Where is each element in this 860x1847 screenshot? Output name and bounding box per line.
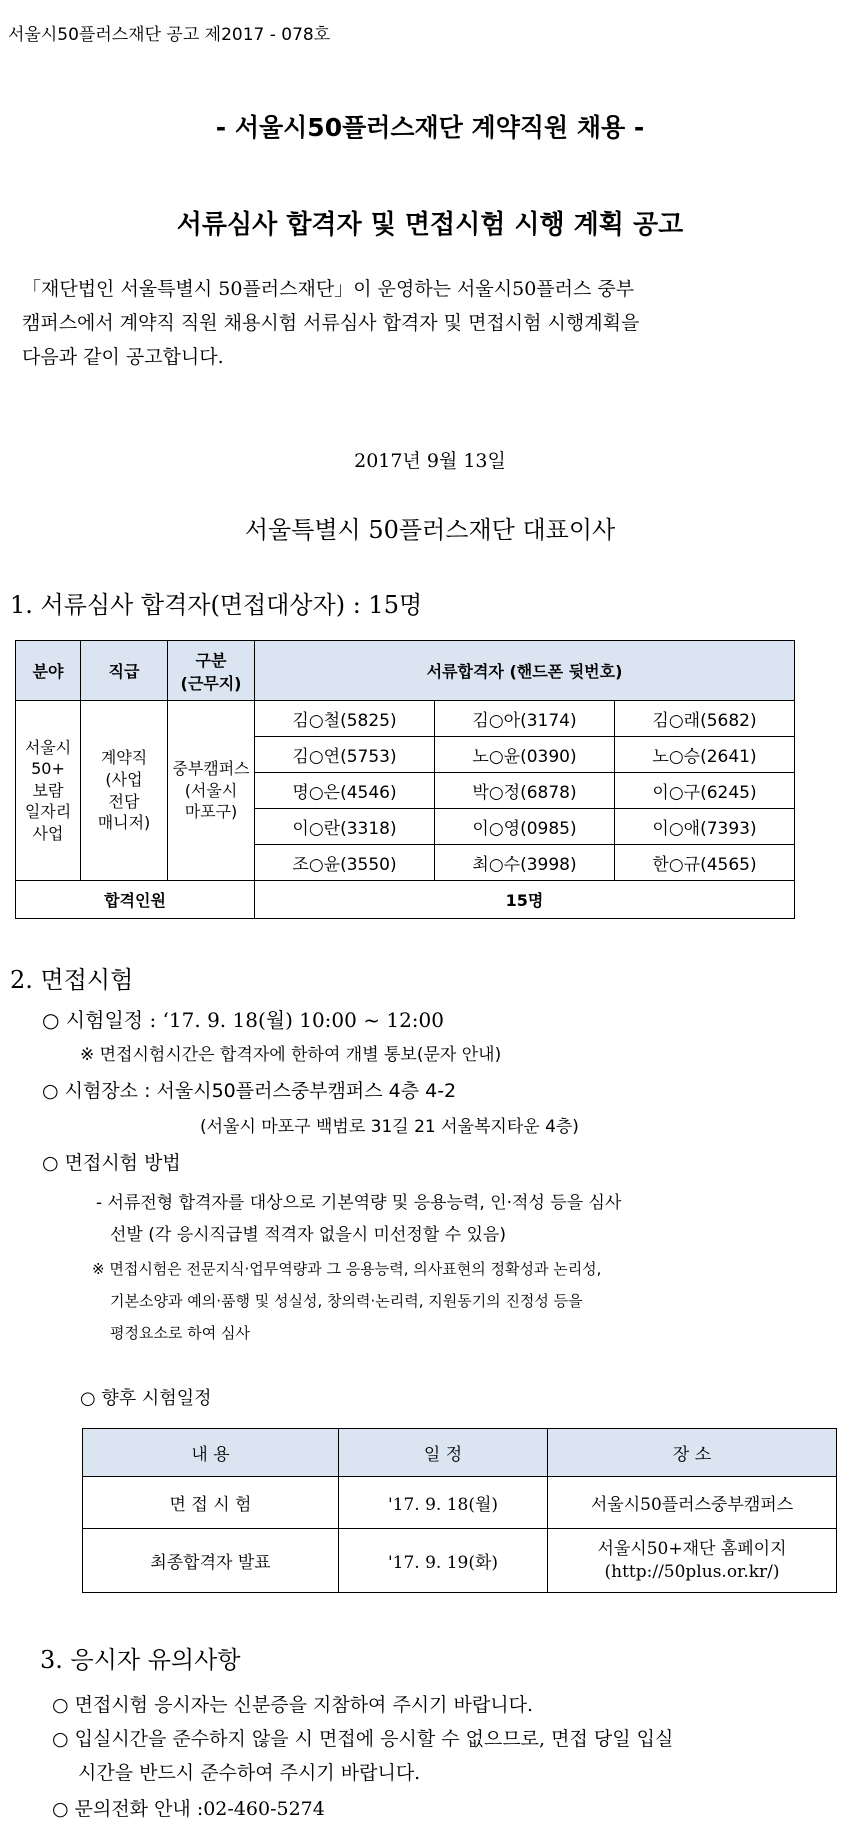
intro-line: 캠퍼스에서 계약직 직원 채용시험 서류심사 합격자 및 면접시험 시행계획을 xyxy=(22,312,640,334)
exam-method-line2: 선발 (각 응시직급별 적격자 없을시 미선정할 수 있음) xyxy=(110,1225,506,1245)
field-line: 50+ xyxy=(31,759,65,779)
header-passers: 서류합격자 (핸드폰 뒷번호) xyxy=(255,641,795,701)
passer-cell: 한○규(4565) xyxy=(615,845,795,881)
field-cell xyxy=(16,701,81,881)
schedule-table xyxy=(82,1428,837,1593)
passer-cell: 이○구(6245) xyxy=(615,773,795,809)
notice-item-phone: ○ 문의전화 안내 :02-460-5274 xyxy=(52,1798,325,1820)
schedule-header-content: 내 용 xyxy=(83,1429,339,1477)
grade-line: 전담 xyxy=(108,791,140,811)
schedule-content: 최종합격자 발표 xyxy=(83,1529,339,1593)
passer-cell: 김○아(3174) xyxy=(435,701,615,737)
passers-table xyxy=(15,640,795,919)
passer-cell: 노○승(2641) xyxy=(615,737,795,773)
header-division-l2: (근무지) xyxy=(180,673,242,693)
exam-method: ○ 면접시험 방법 xyxy=(42,1152,181,1174)
passer-cell: 김○연(5753) xyxy=(255,737,435,773)
total-value: 15명 xyxy=(255,881,795,919)
exam-method-note1: ※ 면접시험은 전문지식·업무역량과 그 응용능력, 의사표현의 정확성과 논리성, xyxy=(92,1260,602,1278)
grade-cell xyxy=(81,701,168,881)
passer-cell: 조○윤(3550) xyxy=(255,845,435,881)
schedule-content: 면 접 시 험 xyxy=(83,1477,339,1529)
header-field: 분야 xyxy=(16,641,81,701)
exam-place-detail: (서울시 마포구 백범로 31길 21 서울복지타운 4층) xyxy=(200,1117,579,1137)
intro-line: 「재단법인 서울특별시 50플러스재단」이 운영하는 서울시50플러스 중부 xyxy=(22,278,635,300)
signature: 서울특별시 50플러스재단 대표이사 xyxy=(244,516,616,544)
intro-text xyxy=(22,272,639,374)
schedule-date: '17. 9. 18(월) xyxy=(339,1477,548,1529)
notice-item-time-line1: ○ 입실시간을 준수하지 않을 시 면접에 응시할 수 없으므로, 면접 당일 입실 xyxy=(52,1728,674,1750)
schedule-header-place: 장 소 xyxy=(548,1429,837,1477)
notice-item-id: ○ 면접시험 응시자는 신분증을 지참하여 주시기 바랍니다. xyxy=(52,1694,533,1716)
grade-line: 계약직 xyxy=(100,748,148,768)
notice-date: 2017년 9월 13일 xyxy=(354,450,506,472)
field-line: 서울시 xyxy=(24,737,72,757)
grade-line: 매니저) xyxy=(97,813,151,833)
notice-item-time-line2: 시간을 반드시 준수하여 주시기 바랍니다. xyxy=(78,1762,421,1784)
exam-method-note3: 평정요소로 하여 심사 xyxy=(110,1324,250,1342)
exam-schedule: ○ 시험일정 : ‘17. 9. 18(월) 10:00 ~ 12:00 xyxy=(42,1008,444,1032)
passer-cell: 이○란(3318) xyxy=(255,809,435,845)
section3-heading: 3. 응시자 유의사항 xyxy=(40,1646,241,1674)
header-grade: 직급 xyxy=(81,641,168,701)
passer-cell: 김○철(5825) xyxy=(255,701,435,737)
exam-schedule-note: ※ 면접시험시간은 합격자에 한하여 개별 통보(문자 안내) xyxy=(80,1045,502,1065)
section2-heading: 2. 면접시험 xyxy=(10,966,134,994)
division-line: 중부캠퍼스 xyxy=(172,759,250,779)
passer-cell: 최○수(3998) xyxy=(435,845,615,881)
header-division xyxy=(168,641,255,701)
field-line: 사업 xyxy=(32,823,64,843)
schedule-header-date: 일 정 xyxy=(339,1429,548,1477)
schedule-date: '17. 9. 19(화) xyxy=(339,1529,548,1593)
passer-cell: 이○영(0985) xyxy=(435,809,615,845)
exam-method-note2: 기본소양과 예의·품행 및 성실성, 창의력·논리력, 지원동기의 진정성 등을 xyxy=(110,1292,583,1310)
passer-cell: 노○윤(0390) xyxy=(435,737,615,773)
passer-cell: 박○정(6878) xyxy=(435,773,615,809)
future-schedule-heading: ○ 향후 시험일정 xyxy=(80,1388,212,1409)
header-division-l1: 구분 xyxy=(195,650,227,670)
section1-heading: 1. 서류심사 합격자(면접대상자) : 15명 xyxy=(10,591,423,619)
page-title: - 서울시50플러스재단 계약직원 채용 - xyxy=(215,113,645,142)
division-line: (서울시 xyxy=(184,780,238,800)
field-line: 보람 xyxy=(32,780,64,800)
division-cell xyxy=(168,701,255,881)
schedule-place-line1: 서울시50+재단 홈페이지 xyxy=(597,1538,787,1559)
field-line: 일자리 xyxy=(24,802,72,822)
passer-cell: 이○애(7393) xyxy=(615,809,795,845)
schedule-place: 서울시50플러스중부캠퍼스 xyxy=(548,1477,837,1529)
exam-method-line1: - 서류전형 합격자를 대상으로 기본역량 및 응용능력, 인·적성 등을 심사 xyxy=(96,1193,622,1213)
passer-cell: 김○래(5682) xyxy=(615,701,795,737)
total-label: 합격인원 xyxy=(16,881,255,919)
passer-cell: 명○은(4546) xyxy=(255,773,435,809)
page-subtitle: 서류심사 합격자 및 면접시험 시행 계획 공고 xyxy=(176,210,684,240)
exam-place: ○ 시험장소 : 서울시50플러스중부캠퍼스 4층 4-2 xyxy=(42,1080,457,1102)
schedule-place-line2: (http://50plus.or.kr/) xyxy=(604,1561,780,1582)
division-line: 마포구) xyxy=(184,802,238,822)
grade-line: (사업 xyxy=(105,769,143,789)
notice-number: 서울시50플러스재단 공고 제2017 - 078호 xyxy=(8,25,331,45)
intro-line: 다음과 같이 공고합니다. xyxy=(22,346,224,368)
schedule-place xyxy=(548,1529,837,1593)
